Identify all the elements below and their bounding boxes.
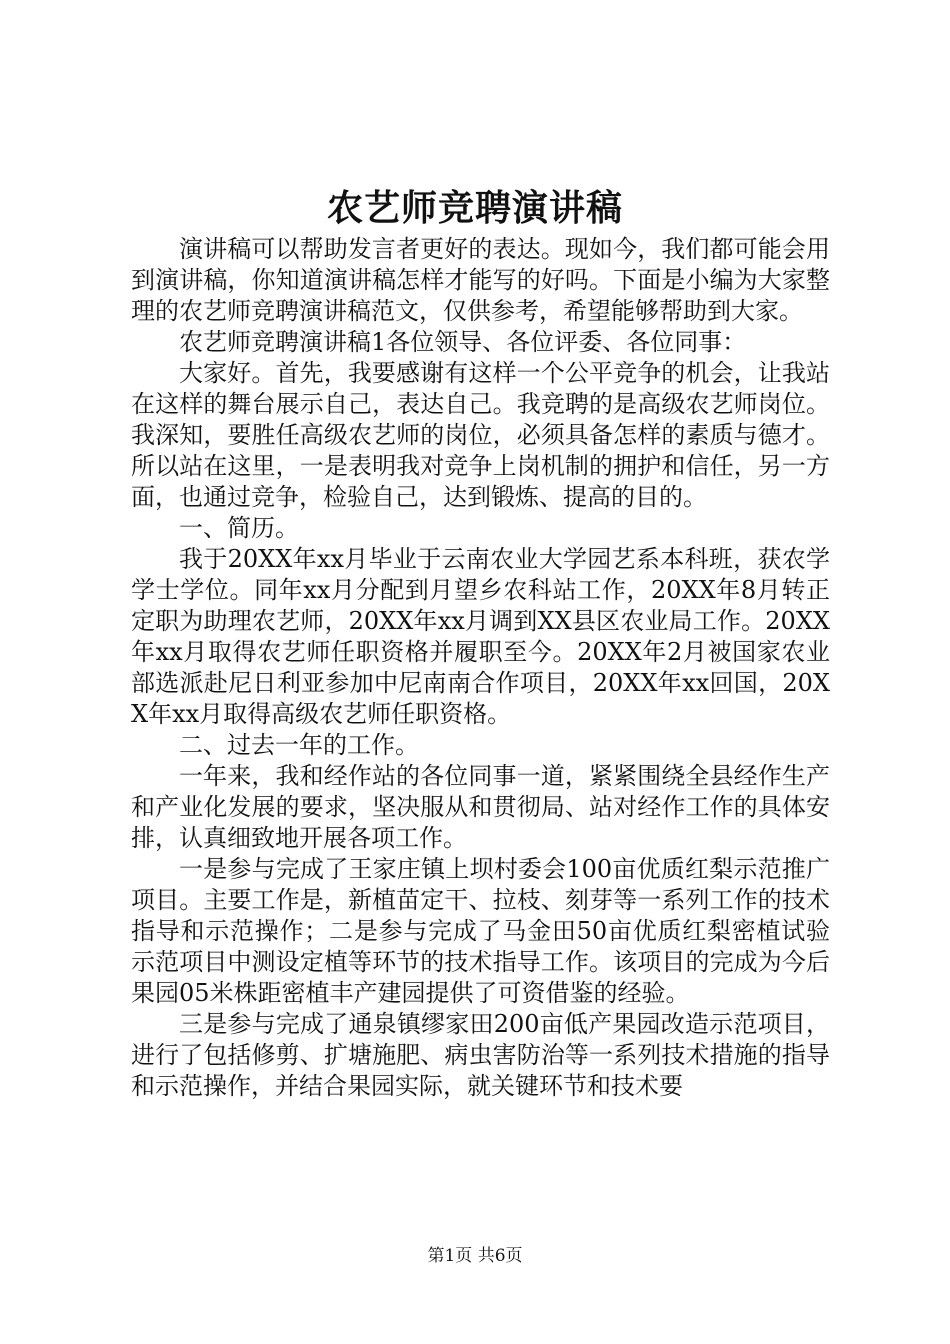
- paragraph-intro: 演讲稿可以帮助发言者更好的表达。现如今，我们都可能会用到演讲稿，你知道演讲稿怎样才能写的好吗。下面是小编为大家整理的农艺师竞聘演讲稿范文，仅供参考，希望能够帮助到大家。: [131, 235, 830, 325]
- section-heading-past-year: 二、过去一年的工作。: [179, 731, 419, 759]
- paragraph-resume: 我于20XX年xx月毕业于云南农业大学园艺系本科班，获农学学士学位。同年xx月分配到月望乡农科站工作，20XX年8月转正定职为助理农艺师，20XX年xx月调到XX县区农业局工作。20XX年xx月取得农艺师任职资格并履职至今。20XX年2月被国家农业部选派赴尼日利亚参加中尼南南合作项目，20XX年xx回国，20XX年xx月取得高级农艺师任职资格。: [131, 545, 830, 728]
- section-heading-resume: 一、简历。: [179, 514, 299, 542]
- page-footer: 第1页 共6页: [427, 1246, 523, 1266]
- paragraph-greeting: 农艺师竞聘演讲稿1各位领导、各位评委、各位同事：: [179, 328, 747, 356]
- paragraph-past-year-summary: 一年来，我和经作站的各位同事一道，紧紧围绕全县经作生产和产业化发展的要求，坚决服从和贯彻局、站对经作工作的具体安排，认真细致地开展各项工作。: [131, 762, 830, 852]
- paragraph-project-one-two: 一是参与完成了王家庄镇上坝村委会100亩优质红梨示范推广项目。主要工作是，新植苗定干、拉枝、刻芽等一系列工作的技术指导和示范操作；二是参与完成了马金田50亩优质红梨密植试验示范项目中测设定植等环节的技术指导工作。该项目的完成为今后果园05米株距密植丰产建园提供了可资借鉴的经验。: [131, 855, 830, 1007]
- paragraph-project-three: 三是参与完成了通泉镇缪家田200亩低产果园改造示范项目，进行了包括修剪、扩塘施肥、病虫害防治等一系列技术措施的指导和示范操作，并结合果园实际，就关键环节和技术要: [131, 1010, 830, 1100]
- paragraph-opening: 大家好。首先，我要感谢有这样一个公平竞争的机会，让我站在这样的舞台展示自己，表达自己。我竞聘的是高级农艺师岗位。我深知，要胜任高级农艺师的岗位，必须具备怎样的素质与德才。所以站在这里，一是表明我对竞争上岗机制的拥护和信任，另一方面，也通过竞争，检验自己，达到锻炼、提高的目的。: [131, 359, 830, 511]
- document-body: [131, 234, 830, 1102]
- document-title: 农艺师竞聘演讲稿: [326, 187, 623, 229]
